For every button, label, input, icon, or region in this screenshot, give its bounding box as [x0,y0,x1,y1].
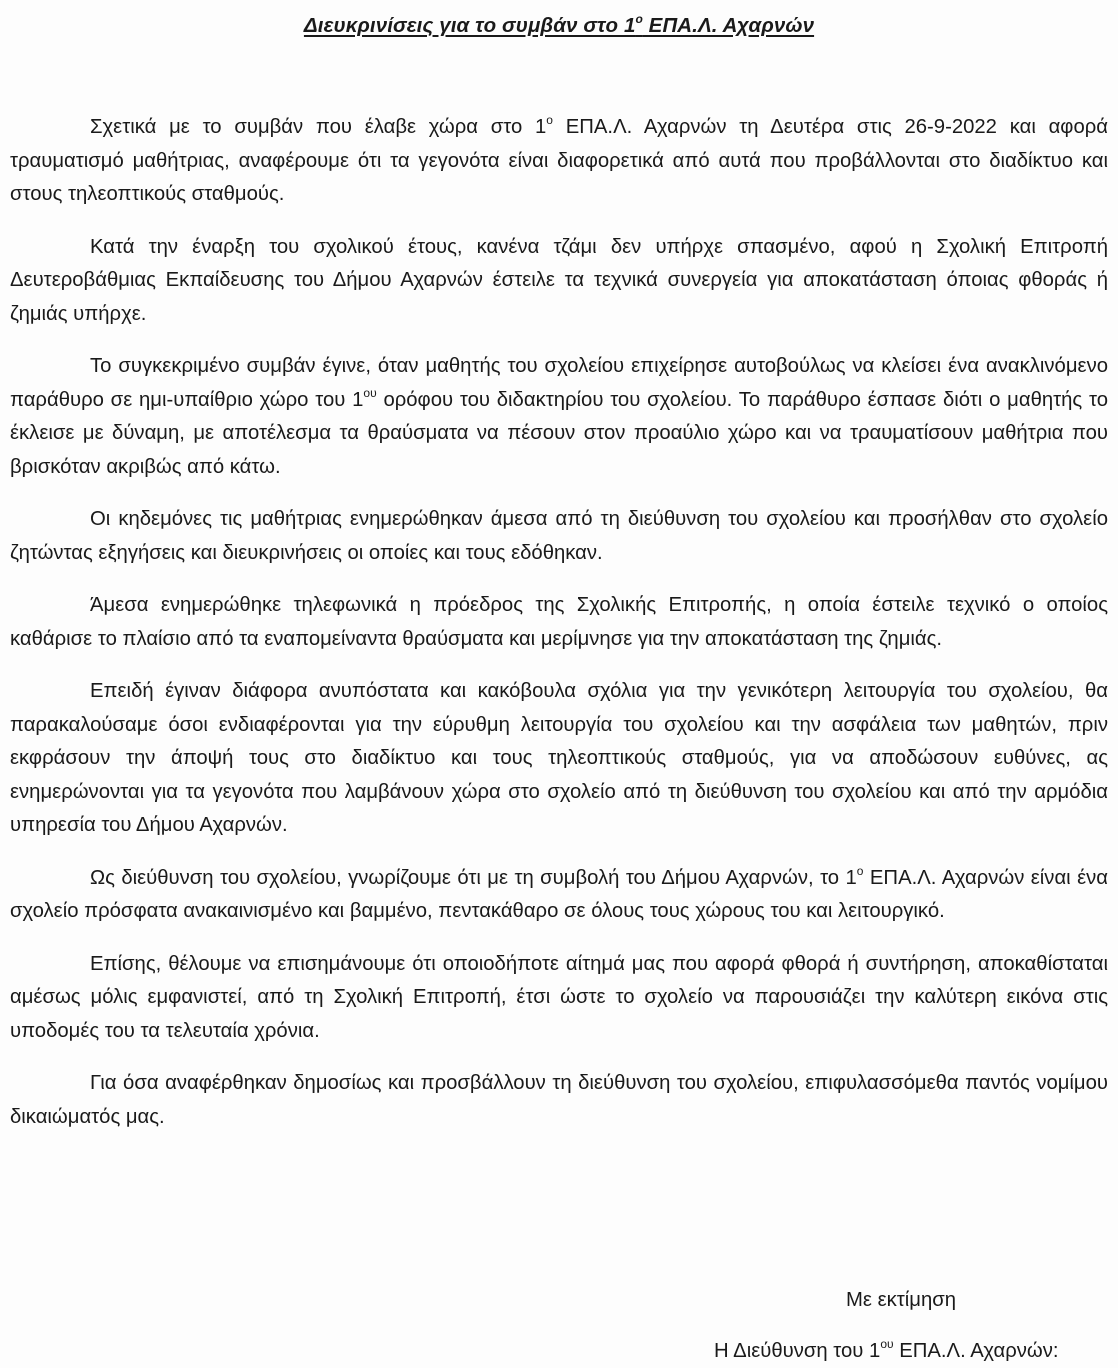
paragraph-4 [10,503,1108,570]
ordinal-suffix: ου [363,385,377,400]
paragraph-text: Το συγκεκριμένο συμβάν έγινε, όταν μαθητής του σχολείου επιχείρησε αυτοβούλως να κλείσει ένα ανακλινόμενο παράθυρο σε ημι-υπαίθριο χώρο του 1 [10,355,1108,411]
ordinal-suffix: ο [546,113,553,127]
paragraph-text: Για όσα αναφέρθηκαν δημοσίως και προσβάλλουν τη διεύθυνση του σχολείου, επιφυλασσόμεθα παντός νομίμου δικαιώματός μας. [10,1072,1108,1128]
paragraph-text: Ως διεύθυνση του σχολείου, γνωρίζουμε ότι με τη συμβολή του Δήμου Αχαρνών, το 1 [90,866,857,889]
paragraph-text: Επίσης, θέλουμε να επισημάνουμε ότι οποιοδήποτε αίτημά μας που αφορά φθορά ή συντήρηση, αποκαθίσταται αμέσως μόλις εμφανιστεί, από τη Σχολική Επιτροπή, έτσι ώστε το σχολείο να παρουσιάζει την καλύτερη εικόνα στις υποδομές του τα τελευταία χρόνια. [10,952,1108,1042]
signature-text: Η Διεύθυνση του 1 [714,1340,881,1362]
paragraph-text: Οι κηδεμόνες τις μαθήτριας ενημερώθηκαν άμεσα από τη διεύθυνση του σχολείου και προσήλθαν στο σχολείο ζητώντας εξηγήσεις και διευκρινήσεις οι οποίες και τους εδόθηκαν. [10,508,1108,564]
paragraph-1 [10,111,1108,212]
paragraph-2 [10,231,1108,332]
paragraph-text: ΕΠΑ.Λ. Αχαρνών τη Δευτέρα στις 26-9-2022 και αφορά τραυματισμό μαθήτριας, αναφέρουμε ότι τα γεγονότα είναι διαφορετικά από αυτά που προβάλλονται στο διαδίκτυο και στους τηλεοπτικούς σταθμούς. [10,116,1108,205]
signature-line [714,1337,1059,1363]
document-body [10,111,1108,1153]
paragraph-9 [10,1067,1108,1134]
closing-salutation: Με εκτίμηση [846,1289,957,1311]
paragraph-7 [10,862,1108,929]
signature-text-after: ΕΠΑ.Λ. Αχαρνών: [893,1340,1059,1362]
title-text-after: ΕΠΑ.Λ. Αχαρνών [642,14,815,37]
paragraph-text: Επειδή έγιναν διάφορα ανυπόστατα και κακόβουλα σχόλια για την γενικότερη λειτουργία του σχολείου, θα παρακαλούσαμε όσοι ενδιαφέρονται για την εύρυθμη λειτουργία του σχολείου και την ασφάλεια των μαθητών, πριν εκφράσουν την άποψή τους στο διαδίκτυο και τους τηλεοπτικούς σταθμούς, για να αποδώσουν ευθύνες, ας ενημερώνονται για τα γεγονότα που λαμβάνουν χώρα στο σχολείο από τη διεύθυνση του σχολείου και από την αρμόδια υπηρεσία του Δήμου Αχαρνών. [10,680,1108,836]
title-ordinal-suffix: ο [635,12,643,26]
paragraph-6 [10,675,1108,843]
paragraph-text: ΕΠΑ.Λ. Αχαρνών είναι ένα σχολείο πρόσφατα ανακαινισμένο και βαμμένο, πεντακάθαρο σε όλους τους χώρους του και λειτουργικό. [10,866,1109,922]
document-title [0,14,1118,38]
paragraph-text: Κατά την έναρξη του σχολικού έτους, κανένα τζάμι δεν υπήρχε σπασμένο, αφού η Σχολική Επιτροπή Δευτεροβάθμιας Εκπαίδευσης του Δήμου Αχαρνών έστειλε τα τεχνικά συνεργεία για αποκατάσταση όποιας φθοράς ή ζημιάς υπήρχε. [10,235,1108,325]
signature-ordinal-suffix: ου [880,1337,894,1351]
paragraph-text: ορόφου του διδακτηρίου του σχολείου. Το παράθυρο έσπασε διότι ο μαθητής το έκλεισε με δύναμη, με αποτέλεσμα τα θραύσματα να πέσουν στον προαύλιο χώρο και να τραυματίσουν μαθήτρια που βρισκόταν ακριβώς από κάτω. [10,388,1108,478]
paragraph-text: Άμεσα ενημερώθηκε τηλεφωνικά η πρόεδρος της Σχολικής Επιτροπής, η οποία έστειλε τεχνικό ο οποίος καθάρισε το πλαίσιο από τα εναπομείναντα θραύσματα και μερίμνησε για την αποκατάσταση της ζημιάς. [10,594,1108,650]
ordinal-suffix: ο [856,863,864,878]
paragraph-5 [10,589,1108,656]
paragraph-8 [10,948,1108,1049]
paragraph-3 [10,350,1108,484]
title-text: Διευκρινίσεις για το συμβάν στο 1 [303,14,636,37]
paragraph-text: Σχετικά με το συμβάν που έλαβε χώρα στο 1 [90,116,547,138]
